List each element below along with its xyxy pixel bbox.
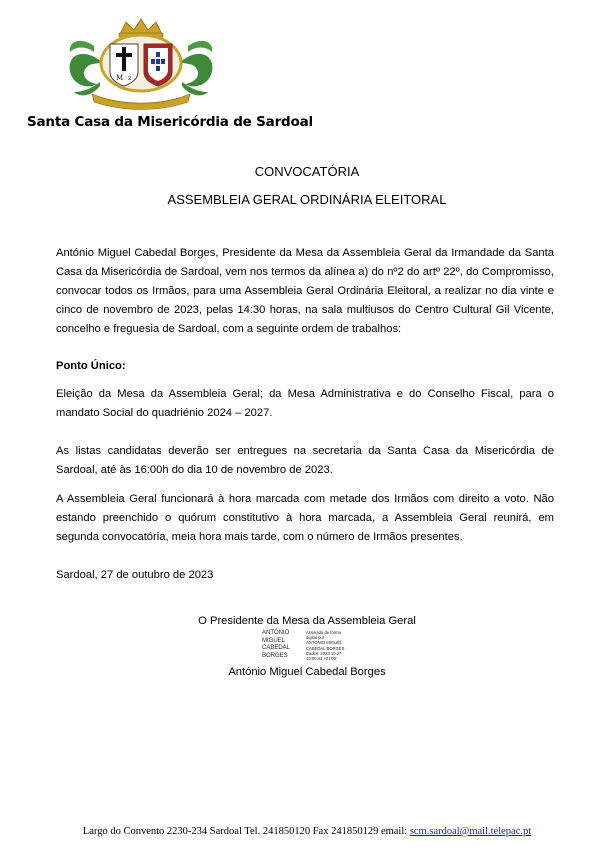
santa-casa-crest-icon	[62, 16, 220, 112]
body-paragraph-agenda: Eleição da Mesa da Assembleia Geral; da Mesa Administrativa e do Conselho Fiscal, para o mandato Social do quadriénio 2024 – 2027.	[56, 388, 554, 419]
signature-stamp-name: ANTÓNIO MIGUEL CABEDAL BORGES	[262, 630, 291, 659]
footer-contact	[0, 826, 614, 837]
document-subtitle: ASSEMBLEIA GERAL ORDINÁRIA ELEITORAL	[167, 192, 447, 207]
footer-address: Largo do Convento 2230-234 Sardoal Tel. 241850120 Fax 241850129 email:	[82, 826, 410, 837]
body-paragraph-quorum: A Assembleia Geral funcionará à hora marcada com metade dos Irmãos com direito a voto. Não estando preenchido o quórum constitutivo à hora marcada, a Assembleia Geral reunirá, em segunda convocatória, meia hora mais tarde, com o número de Irmãos presentes.	[56, 493, 554, 543]
svg-text:z: z	[128, 75, 132, 82]
digital-signature-stamp	[262, 630, 357, 666]
footer-email-link[interactable]: scm.sardoal@mail.telepac.pt	[409, 826, 532, 837]
signatory-name: António Miguel Cabedal Borges	[228, 666, 386, 678]
signature-stamp-details: Assinado de forma digital por ANTÓNIO MIGUEL CABEDAL BORGES Dados: 2023.10.27 10:00:44 +01'00'	[306, 630, 345, 662]
organization-name: Santa Casa da Misericórdia de Sardoal	[27, 114, 313, 130]
body-paragraph-candidate-lists: As listas candidatas deverão ser entregues na secretaria da Santa Casa da Misericórdia de Sardoal, até às 16:00h do dia 10 de novembro de 2023.	[56, 445, 554, 476]
body-paragraph-convocation: António Miguel Cabedal Borges, Presidente da Mesa da Assembleia Geral da Irmandade da Santa Casa da Misericórdia de Sardoal, vem nos termos da alínea a) do nº2 do artº 22º, do Compromisso, convocar todos os Irmãos, para uma Assembleia Geral Ordinária Eleitoral, a realizar no dia vinte e cinco de novembro de 2023, pelas 14:30 horas, na sala multiusos do Centro Cultural Gil Vicente, concelho e freguesia de Sardoal, com a seguinte ordem de trabalhos:	[56, 247, 554, 335]
document-date: Sardoal, 27 de outubro de 2023	[56, 569, 214, 581]
document-title: CONVOCATÓRIA	[254, 164, 360, 179]
agenda-heading: Ponto Único:	[56, 360, 126, 372]
signatory-title: O Presidente da Mesa da Assembleia Geral	[198, 615, 416, 627]
svg-text:M: M	[116, 74, 124, 82]
